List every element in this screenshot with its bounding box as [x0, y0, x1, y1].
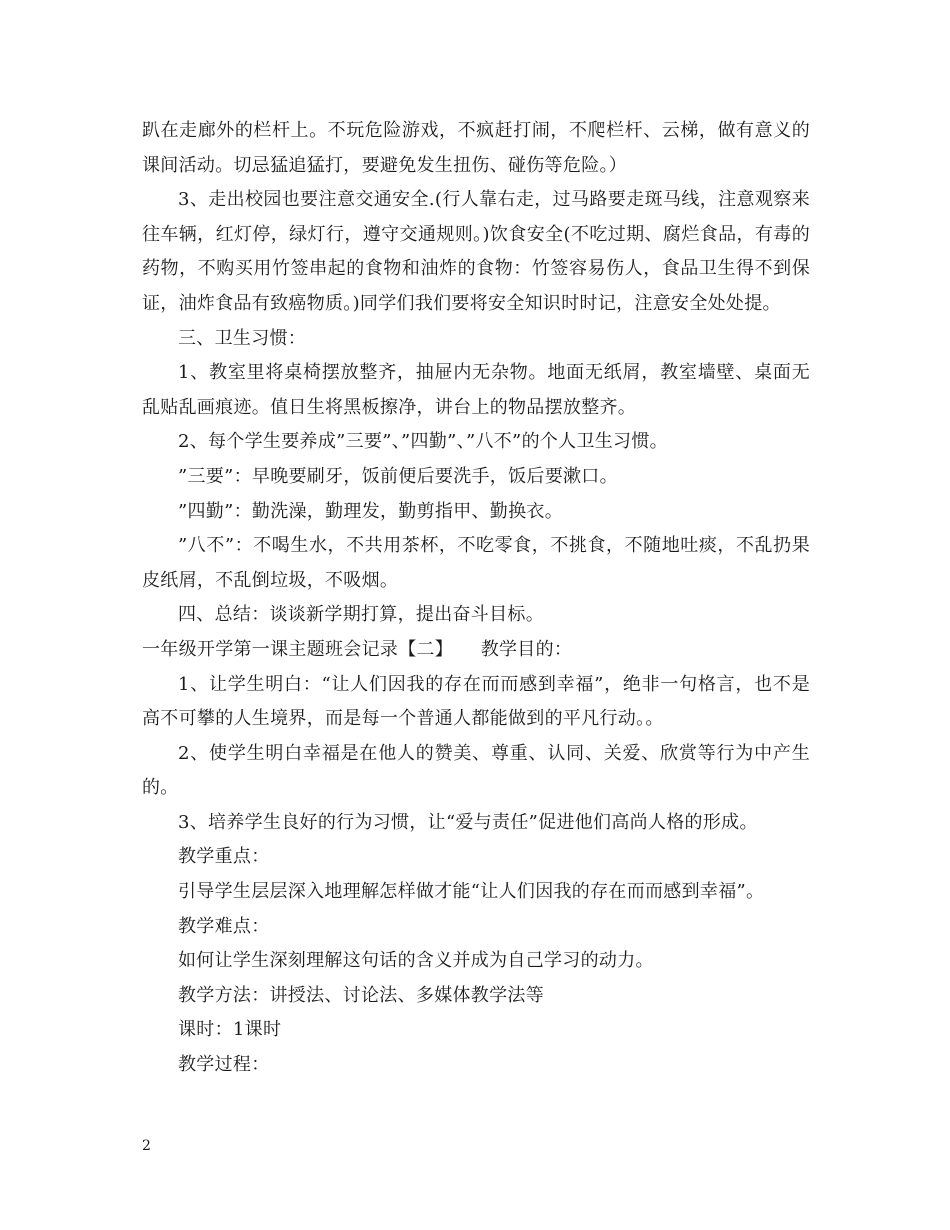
paragraph: ”三要”：早晚要刷牙，饭前便后要洗手，饭后要漱口。	[178, 465, 618, 487]
paragraph: ”四勤”：勤洗澡，勤理发，勤剪指甲、勤换衣。	[178, 500, 564, 522]
paragraph: 课时：1课时	[178, 1019, 282, 1041]
paragraph: 如何让学生深刻理解这句话的含义并成为自己学习的动力。	[178, 950, 654, 972]
paragraph: ”八不”：不喝生水，不共用茶杯，不吃零食，不挑食，不随地吐痰，不乱扔果皮纸屑，不乱倒垃圾，不吸烟。	[142, 535, 810, 591]
paragraph: 3、走出校园也要注意交通安全.(行人靠右走，过马路要走斑马线，注意观察来往车辆，红灯停，绿灯行，遵守交通规则。)饮食安全(不吃过期、腐烂食品，有毒的药物，不购买用竹签串起的食物和油炸的食物：竹签容易伤人，食品卫生得不到保证，油炸食品有致癌物质。)同学们我们要将安全知识时时记，注意安全处处提。	[142, 189, 810, 314]
paragraph: 1、让学生明白：“让人们因我的存在而而感到幸福”，绝非一句格言，也不是高不可攀的人生境界，而是每一个普通人都能做到的平凡行动。。	[142, 673, 810, 730]
paragraph: 教学方法：讲授法、讨论法、多媒体教学法等	[178, 984, 544, 1006]
paragraph: 3、培养学生良好的行为习惯，让“爱与责任”促进他们高尚人格的形成。	[178, 811, 758, 833]
page-number: 2	[142, 1138, 151, 1154]
section-heading: 教学过程：	[178, 1054, 270, 1076]
section-heading: 三、卫生习惯：	[178, 327, 307, 349]
section-heading: 教学重点：	[178, 846, 270, 868]
paragraph: 2、使学生明白幸福是在他人的赞美、尊重、认同、关爱、欣赏等行为中产生的。	[142, 742, 810, 799]
section-heading: 四、总结：谈谈新学期打算，提出奋斗目标。	[178, 604, 544, 626]
document-subtitle: 一年级开学第一课主题班会记录【二】 教学目的：	[142, 638, 573, 660]
paragraph: 1、教室里将桌椅摆放整齐，抽屉内无杂物。地面无纸屑，教室墙壁、桌面无乱贴乱画痕迹。值日生将黑板擦净，讲台上的物品摆放整齐。	[142, 362, 810, 418]
paragraph: 引导学生层层深入地理解怎样做才能“让人们因我的存在而而感到幸福”。	[178, 881, 765, 903]
section-heading: 教学难点：	[178, 915, 270, 937]
document-body	[142, 114, 810, 1083]
paragraph: 2、每个学生要养成”三要”、”四勤”、”八不”的个人卫生习惯。	[178, 431, 668, 453]
paragraph: 趴在走廊外的栏杆上。不玩危险游戏，不疯赶打闹，不爬栏杆、云梯，做有意义的课间活动。切忌猛追猛打，要避免发生扭伤、碰伤等危险。）	[142, 120, 810, 176]
